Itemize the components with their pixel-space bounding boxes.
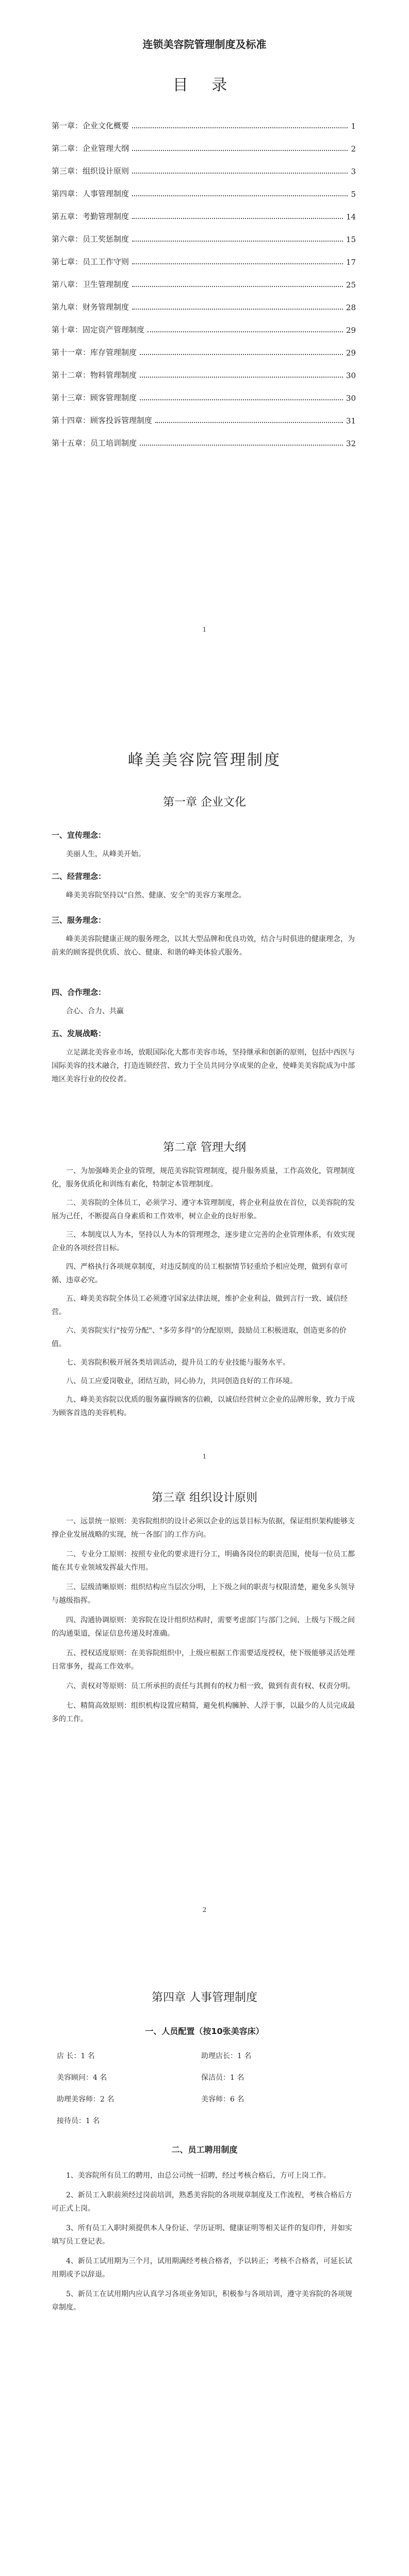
clause: 九、峰美美容院以优质的服务赢得顾客的信赖，以诚信经营树立企业的品牌形象，致力于成为顾客首选的美容机构。: [52, 1396, 355, 1417]
toc-page: 15: [346, 235, 356, 244]
staff-cell: [201, 2050, 346, 2061]
toc-row: [52, 154, 356, 176]
staff-cell: [201, 2094, 346, 2104]
toc-leader: [132, 218, 343, 219]
clause: 三、本制度以人为本，坚持以人为本的管理理念，逐步建立完善的企业管理体系，有效实现企业的各项经营目标。: [52, 1231, 355, 1252]
staff-cell: [57, 2115, 201, 2126]
toc-leader: [132, 195, 348, 196]
clause: 二、美容院的全体员工，必须学习、遵守本管理制度，将企业利益放在首位，以美容院的发展为己任，不断提高自身素质和工作效率，树立企业的良好形象。: [52, 1199, 355, 1221]
toc-row: [52, 335, 356, 358]
toc-label: 第二章：企业管理大纲: [52, 144, 129, 153]
toc-row: [52, 222, 356, 244]
toc-page: 3: [351, 167, 356, 176]
ch4-section-1: 一、人员配置（按10张美容床）: [145, 2026, 264, 2036]
staff-count: 4 名: [93, 2074, 107, 2082]
page-number: 1: [202, 626, 207, 633]
toc-row: [52, 199, 356, 222]
toc-leader: [132, 127, 348, 128]
ch1-s1-text: 美丽人生，从峰美开始。: [66, 850, 145, 858]
clause: 六、责权对等原则：员工所承担的责任与其拥有的权力相一致，做到有责有权、权责分明。: [66, 1682, 355, 1690]
staff-count: 1 名: [80, 2052, 95, 2060]
toc-page: 29: [346, 326, 356, 335]
toc-leader: [140, 377, 343, 378]
ch1-s2-text: 峰美美容院坚持以"自然、健康、安全"的美容方案理念。: [66, 891, 246, 900]
ch1-s3-head: 三、服务理念：: [52, 916, 106, 925]
clause: 三、层级清晰原则：组织结构应当层次分明，上下级之间的职责与权限清楚，避免多头领导与越级指挥。: [52, 1583, 355, 1605]
toc-leader: [132, 309, 343, 310]
page-number: 1: [202, 1453, 207, 1460]
toc-leader: [140, 445, 343, 446]
staff-cell: [57, 2094, 201, 2104]
toc-label: 第十章：固定资产管理制度: [52, 325, 145, 334]
staff-count: 1 名: [237, 2052, 252, 2060]
ch1-s3-text: 峰美美容院健康正规的服务理念，以其大型品牌和优良功效，结合与时俱进的健康理念，为前来的顾客提供优质、放心、健康、和谐的峰美体验式服务。: [52, 935, 355, 957]
toc-page: 29: [346, 348, 356, 358]
toc-row: [52, 108, 356, 131]
clause: 六、美容院实行"按劳分配"、"多劳多得"的分配原则，鼓励员工积极进取，创造更多的价值。: [52, 1327, 347, 1348]
toc-page: 14: [346, 212, 356, 222]
toc-label: 第五章：考勤管理制度: [52, 212, 129, 221]
toc-page: 30: [346, 394, 356, 403]
toc-row: [52, 131, 356, 154]
toc-leader: [132, 150, 348, 151]
toc-leader: [140, 399, 343, 400]
staff-role: 保洁员：: [201, 2074, 230, 2082]
clause: 四、严格执行各项规章制度，对违反制度的员工根据情节轻重给予相应处理，做到有章可循、违章必究。: [52, 1263, 348, 1284]
toc-label: 第六章：员工奖惩制度: [52, 234, 129, 244]
toc-leader: [132, 173, 348, 174]
toc-row: [52, 176, 356, 199]
toc-page: 2: [351, 144, 356, 154]
clause: 七、美容院积极开展各类培训活动，提升员工的专业技能与服务水平。: [66, 1359, 290, 1367]
page-number: 2: [202, 1906, 207, 1913]
toc-leader: [140, 354, 343, 355]
staff-role: 接待员：: [57, 2117, 86, 2125]
toc-label: 第四章：人事管理制度: [52, 189, 129, 198]
table-of-contents: [52, 108, 356, 448]
staff-role: 店 长：: [57, 2052, 81, 2060]
toc-page: 30: [346, 371, 356, 380]
toc-label: 第十五章：员工培训制度: [52, 438, 137, 448]
clause: 5、新员工在试用期内应认真学习各项业务知识，积极参与各项培训，遵守美容院的各项规章制度。: [52, 2290, 352, 2312]
ch1-s5-head: 五、发展战略：: [52, 1029, 106, 1038]
toc-label: 第十一章：库存管理制度: [52, 348, 137, 357]
clause: 四、沟通协调原则：美容院在设计组织结构时，需要考虑部门与部门之间、上级与下级之间的沟通渠道，保证信息传递及时准确。: [52, 1616, 355, 1638]
staff-role: 助理美容师：: [57, 2095, 100, 2104]
clause: 五、授权适度原则：在美容院组织中，上级应根据工作需要适度授权，使下级能够灵活处理日常事务，提高工作效率。: [52, 1649, 355, 1671]
ch1-s5-text: 立足湖北美容业市场，放眼国际化大都市美容市场，坚持继承和创新的原则，包括中西医与国际美容的技术融合，打造连锁经营、致力于全员共同分享成果的企业，使峰美美容院成为中部地区美容行业的佼佼者。: [52, 1048, 355, 1083]
clause: 八、员工应爱岗敬业，团结互助，同心协力，共同创造良好的工作环境。: [66, 1377, 297, 1385]
toc-leader: [148, 331, 343, 332]
chapter-2-title: 第二章 管理大纲: [163, 1141, 246, 1154]
toc-row: [52, 290, 356, 312]
staff-cell: [57, 2050, 201, 2061]
cover-page: [0, 0, 409, 644]
toc-row: [52, 403, 356, 426]
main-title: 峰美美容院管理制度: [128, 751, 281, 769]
toc-page: 25: [346, 280, 356, 290]
toc-label: 第十二章：物料管理制度: [52, 370, 137, 380]
toc-row: [52, 267, 356, 290]
clause: 一、远景统一原则：美容院组织的设计必须以企业的远景目标为依据，保证组织架构能够支撑企业发展战略的实现，统一各部门的工作方向。: [52, 1517, 355, 1539]
body-page: [0, 644, 409, 2576]
clause: 3、所有员工入职时须提供本人身份证、学历证明、健康证明等相关证件的复印件，并如实填写员工登记表。: [52, 2224, 352, 2246]
toc-page: 28: [346, 303, 356, 312]
clause: 4、新员工试用期为三个月，试用期满经考核合格者，予以转正；考核不合格者，可延长试用期或予以辞退。: [52, 2257, 352, 2279]
ch1-s1-head: 一、宣传理念：: [52, 831, 106, 840]
ch1-s4-head: 四、合作理念：: [52, 988, 106, 997]
toc-page: 32: [346, 439, 356, 448]
ch4-section-2: 二、员工聘用制度: [171, 2145, 238, 2155]
staff-role: 美容师：: [201, 2095, 230, 2104]
clause: 五、峰美美容院全体员工必须遵守国家法律法规，维护企业利益，做到言行一致、诚信经营。: [52, 1295, 348, 1316]
toc-page: 5: [351, 190, 356, 199]
toc-leader: [132, 263, 343, 264]
toc-label: 第一章：企业文化概要: [52, 121, 129, 130]
staff-grid: [57, 2050, 346, 2126]
chapter-1-title: 第一章 企业文化: [163, 796, 246, 809]
staff-cell: [201, 2072, 346, 2082]
staff-cell: [57, 2072, 201, 2082]
staff-count: 1 名: [230, 2074, 244, 2082]
toc-label: 第三章：组织设计原则: [52, 166, 129, 176]
staff-count: 1 名: [86, 2117, 100, 2125]
toc-label: 第七章：员工工作守则: [52, 257, 129, 266]
ch1-s4-text: 合心、合力、共赢: [66, 1007, 124, 1015]
clause: 2、新员工入职前须经过岗前培训，熟悉美容院的各项规章制度及工作流程，考核合格后方可正式上岗。: [52, 2191, 352, 2213]
chapter-4-title: 第四章 人事管理制度: [152, 1991, 257, 2004]
toc-row: [52, 358, 356, 380]
toc-row: [52, 244, 356, 267]
toc-title: 目 录: [172, 76, 237, 94]
staff-count: 6 名: [230, 2095, 244, 2104]
toc-row: [52, 426, 356, 448]
toc-label: 第八章：卫生管理制度: [52, 280, 129, 289]
toc-label: 第九章：财务管理制度: [52, 302, 129, 312]
document-title: 连锁美容院管理制度及标准: [142, 38, 267, 50]
toc-row: [52, 380, 356, 403]
clause: 一、为加强峰美企业的管理，规范美容院管理制度，提升服务质量，工作高效化，管理制度化，服务优质化和训练有素化，特制定本管理制度。: [52, 1167, 355, 1189]
toc-label: 第十四章：顾客投诉管理制度: [52, 416, 153, 425]
clause: 二、专业分工原则：按照专业化的要求进行分工，明确各岗位的职责范围，使每一位员工都能在其专业领域发挥最大作用。: [52, 1550, 355, 1572]
staff-role: 美容顾问：: [57, 2074, 93, 2082]
toc-page: 1: [351, 122, 356, 131]
clause: 七、精简高效原则：组织机构设置应精简，避免机构臃肿、人浮于事，以最少的人员完成最多的工作。: [52, 1702, 355, 1723]
toc-label: 第十三章：顾客管理制度: [52, 393, 137, 402]
staff-count: 2 名: [100, 2095, 114, 2104]
toc-page: 17: [346, 258, 356, 267]
staff-role: 助理店长：: [201, 2052, 237, 2060]
toc-leader: [132, 286, 343, 287]
toc-leader: [155, 422, 343, 423]
ch1-s2-head: 二、经营理念：: [52, 872, 106, 881]
toc-row: [52, 312, 356, 335]
chapter-3-title: 第三章 组织设计原则: [152, 1492, 257, 1504]
clause: 1、美容院所有员工的聘用，由总公司统一招聘，经过考核合格后，方可上岗工作。: [66, 2172, 331, 2180]
toc-leader: [132, 241, 343, 242]
toc-page: 31: [346, 416, 356, 426]
